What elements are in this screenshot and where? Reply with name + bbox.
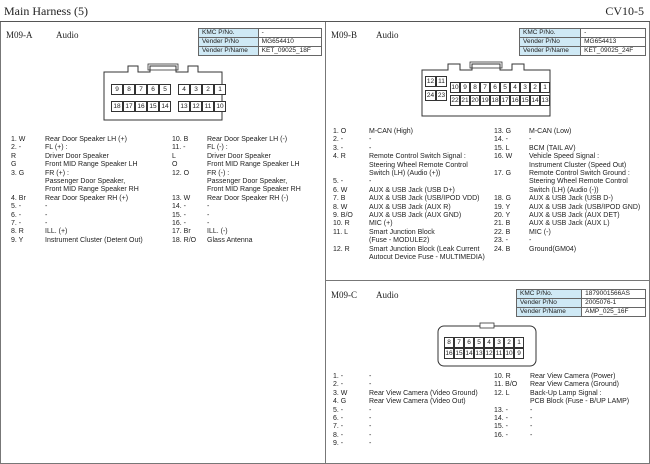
pin-cell: 17: [123, 101, 135, 112]
pin-row: 5. - -: [11, 203, 48, 211]
vender-pno-key: Vender P/No: [517, 299, 582, 308]
vender-pname-key: Vender P/Name: [199, 47, 259, 56]
pin-row: 16. - -: [494, 431, 533, 439]
pin-cell: 14: [531, 97, 539, 104]
vender-pname-value: KET_09025_24F: [581, 47, 646, 56]
kmc-value: 1879001566AS: [582, 290, 646, 299]
pin-row: 10. B Rear Door Speaker LH (-): [172, 136, 288, 143]
pin-row: 4. G Rear View Camera (Video Out): [333, 398, 466, 406]
pin-row: 8. R ILL. (+): [11, 228, 68, 236]
m09b-bottom-pins: [450, 95, 550, 106]
pin-cell: 15: [147, 101, 159, 112]
pin-row: 3. W Rear View Camera (Video Ground): [333, 389, 478, 397]
pin-cell: 16: [445, 350, 453, 357]
pin-row: 17. G Remote Control Switch Ground :: [494, 170, 630, 178]
m09b-side-top-pins: [425, 76, 447, 87]
pin-cell: 9: [111, 84, 123, 95]
kmc-key: KMC P/No.: [520, 29, 581, 38]
pin-cell: 6: [147, 84, 159, 95]
vender-pname-value: KET_09025_18F: [258, 47, 321, 56]
pin-row: 13. W Rear Door Speaker RH (-): [172, 194, 289, 202]
m09b-right-pin-list: [494, 128, 640, 254]
m09b-id: M09-B: [331, 30, 358, 40]
pin-row: 8. W AUX & USB Jack (AUX R): [333, 203, 451, 211]
pin-cell: 2: [530, 82, 540, 93]
pin-cell: 19: [481, 97, 489, 104]
vender-pno-key: Vender P/No: [199, 38, 259, 47]
pin-cell: 15: [521, 97, 529, 104]
m09c-name: Audio: [376, 290, 399, 300]
pin-cell: 10: [214, 101, 226, 112]
pin-row: 10. R Rear View Camera (Power): [494, 373, 616, 380]
pin-cell: 13: [178, 101, 190, 112]
pin-cell: 12: [190, 101, 202, 112]
pin-row: 15. - -: [494, 423, 533, 431]
pin-row: G Front MID Range Speaker LH: [11, 161, 138, 169]
vender-pno-value: 2005076-1: [582, 299, 646, 308]
m09a-bottom-pins: [111, 101, 226, 112]
pin-cell: 2: [504, 337, 514, 348]
vender-pno-value: MG654413: [581, 38, 646, 47]
pin-cell: 23: [437, 92, 446, 99]
pin-cell: 17: [501, 97, 509, 104]
pin-cell: 5: [500, 82, 510, 93]
pin-cell: 12: [426, 78, 435, 85]
pin-row: 1. - -: [333, 373, 372, 380]
pin-row: 15. L BCM (TAIL AV): [494, 144, 576, 152]
pin-cell: 10: [505, 350, 513, 357]
pin-cell: 15: [455, 350, 463, 357]
pin-row: 7. - -: [333, 423, 372, 431]
pin-cell: 1: [514, 337, 524, 348]
pin-row: 11. - FL (-) :: [172, 144, 228, 152]
pin-row: 11. B/O Rear View Camera (Ground): [494, 381, 619, 389]
pin-row: Switch (LH) (Audio (+)): [369, 170, 441, 178]
pin-row: 18. R/O Glass Antenna: [172, 236, 253, 244]
vender-pno-key: Vender P/No: [520, 38, 581, 47]
pin-cell: 21: [461, 97, 469, 104]
pin-row: Front MID Range Speaker RH: [45, 186, 139, 194]
vender-pname-key: Vender P/Name: [520, 47, 581, 56]
pin-cell: 8: [444, 337, 454, 348]
pin-cell: 11: [436, 76, 447, 87]
pin-row: Instrument Cluster (Speed Out): [529, 161, 627, 169]
pin-row: 9. Y Instrument Cluster (Detent Out): [11, 236, 143, 244]
pin-row: 24. B Ground(GM04): [494, 245, 577, 253]
pin-cell: 10: [451, 84, 459, 91]
pin-row: Passenger Door Speaker,: [207, 178, 288, 186]
kmc-key: KMC P/No.: [199, 29, 259, 38]
pin-row: Autocut Device Fuse - MULTIMEDIA): [369, 254, 485, 262]
m09c-top-pins: [444, 337, 524, 348]
pin-cell: 4: [510, 82, 520, 93]
pin-row: 12. O FR (-) :: [172, 169, 230, 177]
pin-cell: 24: [426, 92, 435, 99]
vender-pno-value: MG654410: [258, 38, 321, 47]
pin-cell: 3: [494, 337, 504, 348]
pin-cell: 5: [159, 84, 171, 95]
pin-row: 2. - -: [333, 136, 372, 144]
m09b-part-table: [519, 28, 646, 56]
page-code: CV10-5: [605, 4, 644, 18]
horizontal-divider: [325, 280, 650, 281]
pin-row: 19. Y AUX & USB Jack (USB/IPOD GND): [494, 203, 641, 211]
m09b-top-pins: [450, 82, 550, 93]
pin-row: 3. - -: [333, 144, 372, 152]
pin-row: 14. - -: [494, 415, 533, 423]
pin-row: 5. - -: [333, 406, 372, 414]
pin-cell: 6: [490, 82, 500, 93]
m09a-right-pin-list: [172, 136, 301, 245]
pin-cell: 9: [460, 82, 470, 93]
pin-row: Front MID Range Speaker RH: [207, 186, 301, 194]
pin-row: 1. W Rear Door Speaker LH (+): [11, 136, 127, 143]
m09a-part-table: [198, 28, 322, 56]
pin-row: 12. R Smart Junction Block (Leak Current: [333, 245, 480, 253]
pin-row: Steering Wheel Remote Control: [529, 178, 628, 186]
m09a-top-pins: [111, 84, 226, 95]
pin-row: L Driver Door Speaker: [172, 152, 271, 160]
pin-row: 14. - -: [494, 136, 532, 144]
m09c-left-pin-list: [333, 373, 478, 449]
pin-row: 22. B MIC (-): [494, 228, 551, 236]
pin-cell: 12: [485, 350, 493, 357]
pin-cell: 11: [202, 101, 214, 112]
pin-cell: 11: [495, 350, 503, 357]
pin-row: Passenger Door Speaker,: [45, 178, 126, 186]
kmc-value: -: [258, 29, 321, 38]
pin-cell: 8: [470, 82, 480, 93]
pin-cell: 16: [135, 101, 147, 112]
m09a-name: Audio: [56, 30, 79, 40]
pin-row: 12. L Back-Up Lamp Signal :: [494, 389, 602, 397]
pin-row: 8. - -: [333, 431, 372, 439]
pin-cell: 1: [214, 84, 226, 95]
pin-row: 13. - -: [494, 406, 533, 414]
kmc-value: -: [581, 29, 646, 38]
pin-row: 2. - -: [333, 381, 372, 389]
pin-row: 4. Br Rear Door Speaker RH (+): [11, 194, 129, 202]
pin-cell: 3: [190, 84, 202, 95]
pin-cell: 3: [520, 82, 530, 93]
vertical-divider: [325, 22, 326, 464]
page-header: [0, 0, 650, 22]
pin-row: (Fuse - MODULE2): [369, 237, 430, 245]
harness-title: Main Harness (5): [4, 4, 88, 18]
pin-cell: 16: [511, 97, 519, 104]
m09b-side-bottom-pins: [425, 90, 447, 101]
m09a-left-pin-list: [11, 136, 143, 245]
pin-row: 7. B AUX & USB Jack (USB/IPOD VDD): [333, 195, 480, 203]
vender-pname-key: Vender P/Name: [517, 308, 582, 317]
pin-row: 4. R Remote Control Switch Signal :: [333, 153, 466, 161]
pin-cell: 14: [159, 101, 171, 112]
pin-row: 6. W AUX & USB Jack (USB D+): [333, 186, 455, 194]
pin-cell: 9: [514, 348, 524, 359]
pin-row: Steering Wheel Remote Control: [369, 161, 468, 169]
kmc-key: KMC P/No.: [517, 290, 582, 299]
pin-cell: 4: [484, 337, 494, 348]
pin-cell: 2: [202, 84, 214, 95]
pin-row: 7. - -: [11, 220, 48, 228]
pin-cell: 20: [471, 97, 479, 104]
pin-cell: 6: [464, 337, 474, 348]
pin-row: 5. - -: [333, 178, 372, 186]
m09b-left-pin-list: [333, 128, 485, 263]
m09c-bottom-pins: [444, 348, 524, 359]
pin-row: 18. G AUX & USB Jack (USB D-): [494, 195, 614, 203]
pin-row: 2. - FL (+) :: [11, 144, 68, 152]
pin-row: 16. W Vehicle Speed Signal :: [494, 153, 600, 161]
pin-row: 6. - -: [333, 415, 372, 423]
pin-cell: 22: [451, 97, 459, 104]
pin-row: R Driver Door Speaker: [11, 152, 109, 160]
pin-row: 15. - -: [172, 211, 210, 219]
pin-cell: 7: [480, 82, 490, 93]
pin-cell: 13: [541, 97, 549, 104]
m09c-part-table: [516, 289, 646, 317]
pin-cell: 14: [465, 350, 473, 357]
pin-cell: 13: [475, 350, 483, 357]
m09b-name: Audio: [376, 30, 399, 40]
pin-row: 17. Br ILL. (-): [172, 228, 228, 236]
m09c-id: M09-C: [331, 290, 358, 300]
pin-row: 21. B AUX & USB Jack (AUX L): [494, 220, 610, 228]
pin-row: 1. O M-CAN (High): [333, 128, 413, 135]
pin-row: 10. R MIC (+): [333, 220, 393, 228]
pin-row: 9. - -: [333, 440, 372, 448]
pin-cell: 8: [123, 84, 135, 95]
pin-row: 16. - -: [172, 220, 210, 228]
pin-row: Switch (LH) (Audio (-)): [529, 186, 599, 194]
pin-row: 11. L Smart Junction Block: [333, 228, 435, 236]
pin-row: 20. Y AUX & USB Jack (AUX DET): [494, 212, 620, 220]
pin-cell: 1: [540, 82, 550, 93]
pin-row: O Front MID Range Speaker LH: [172, 161, 300, 169]
vender-pname-value: AMP_025_16F: [582, 308, 646, 317]
pin-cell: 18: [111, 101, 123, 112]
pin-row: 3. G FR (+) :: [11, 169, 69, 177]
pin-row: 23. - -: [494, 237, 532, 245]
m09a-id: M09-A: [6, 30, 33, 40]
pin-row: 13. G M-CAN (Low): [494, 128, 572, 135]
pin-row: 14. - -: [172, 203, 210, 211]
pin-cell: 18: [491, 97, 499, 104]
pin-cell: 7: [135, 84, 147, 95]
m09c-right-pin-list: [494, 373, 629, 440]
pin-row: PCB Block (Fuse - B/UP LAMP): [530, 398, 630, 406]
pin-cell: 5: [474, 337, 484, 348]
pin-row: 6. - -: [11, 211, 48, 219]
pin-cell: 7: [454, 337, 464, 348]
pin-cell: 4: [178, 84, 190, 95]
pin-row: 9. B/O AUX & USB Jack (AUX GND): [333, 212, 462, 220]
